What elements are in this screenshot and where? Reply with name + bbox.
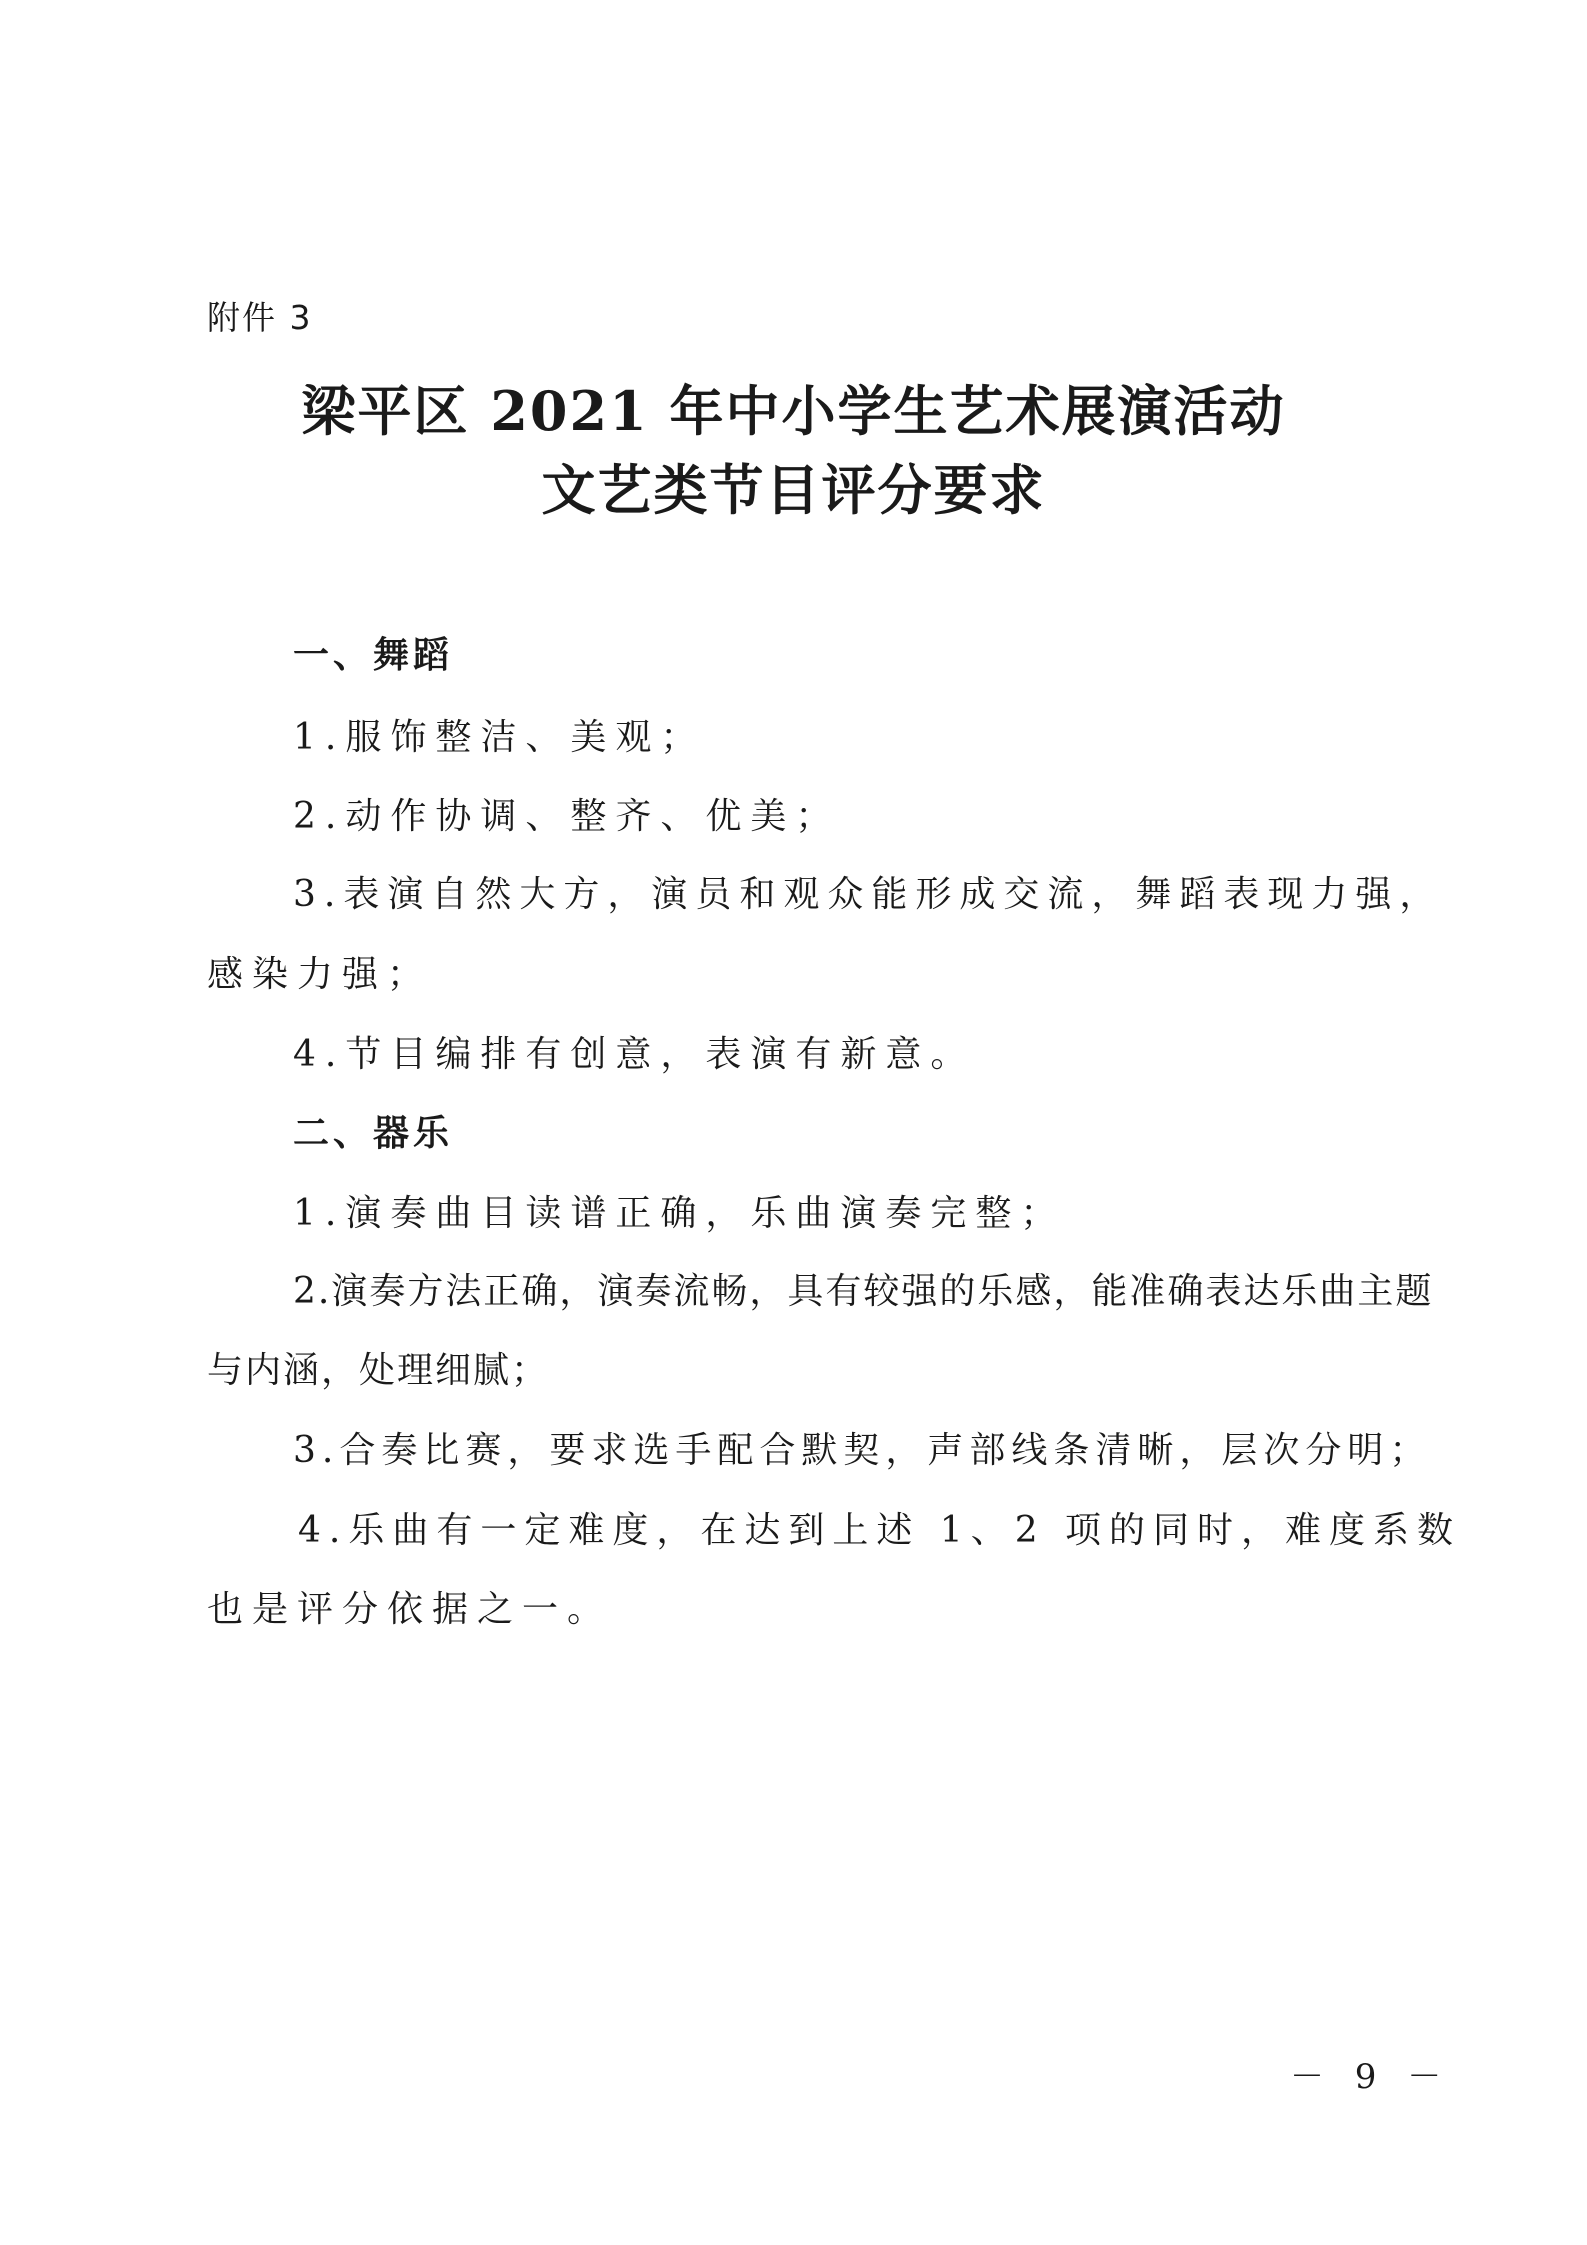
instrumental-item-2-continued: 与内涵，处理细腻； [207,1350,550,1391]
instrumental-item-3: 3.合奏比赛，要求选手配合默契，声部线条清晰，层次分明； [293,1430,1432,1471]
dance-item-4: 4.节目编排有创意，表演有新意。 [293,1034,976,1075]
section-heading-instrumental: 二、器乐 [293,1113,454,1154]
dance-item-3-continued: 感染力强； [207,954,433,995]
page-number: － 9 － [1290,2057,1452,2097]
instrumental-item-4-continued: 也是评分依据之一。 [207,1589,613,1630]
section-heading-dance: 一、舞蹈 [293,635,454,676]
document-title-line-2: 文艺类节目评分要求 [541,458,1046,522]
dance-item-1: 1.服饰整洁、美观； [293,717,706,758]
instrumental-item-4: 4.乐曲有一定难度，在达到上述 1、2 项的同时，难度系数 [298,1510,1462,1551]
instrumental-item-2: 2.演奏方法正确，演奏流畅，具有较强的乐感，能准确表达乐曲主题 [293,1271,1434,1312]
dance-item-3: 3.表演自然大方，演员和观众能形成交流，舞蹈表现力强， [293,874,1444,915]
attachment-label: 附件 3 [207,298,313,337]
instrumental-item-1: 1.演奏曲目读谱正确，乐曲演奏完整； [293,1193,1066,1234]
document-title-line-1: 梁平区 2021 年中小学生艺术展演活动 [301,379,1286,443]
dance-item-2: 2.动作协调、整齐、优美； [293,796,841,837]
